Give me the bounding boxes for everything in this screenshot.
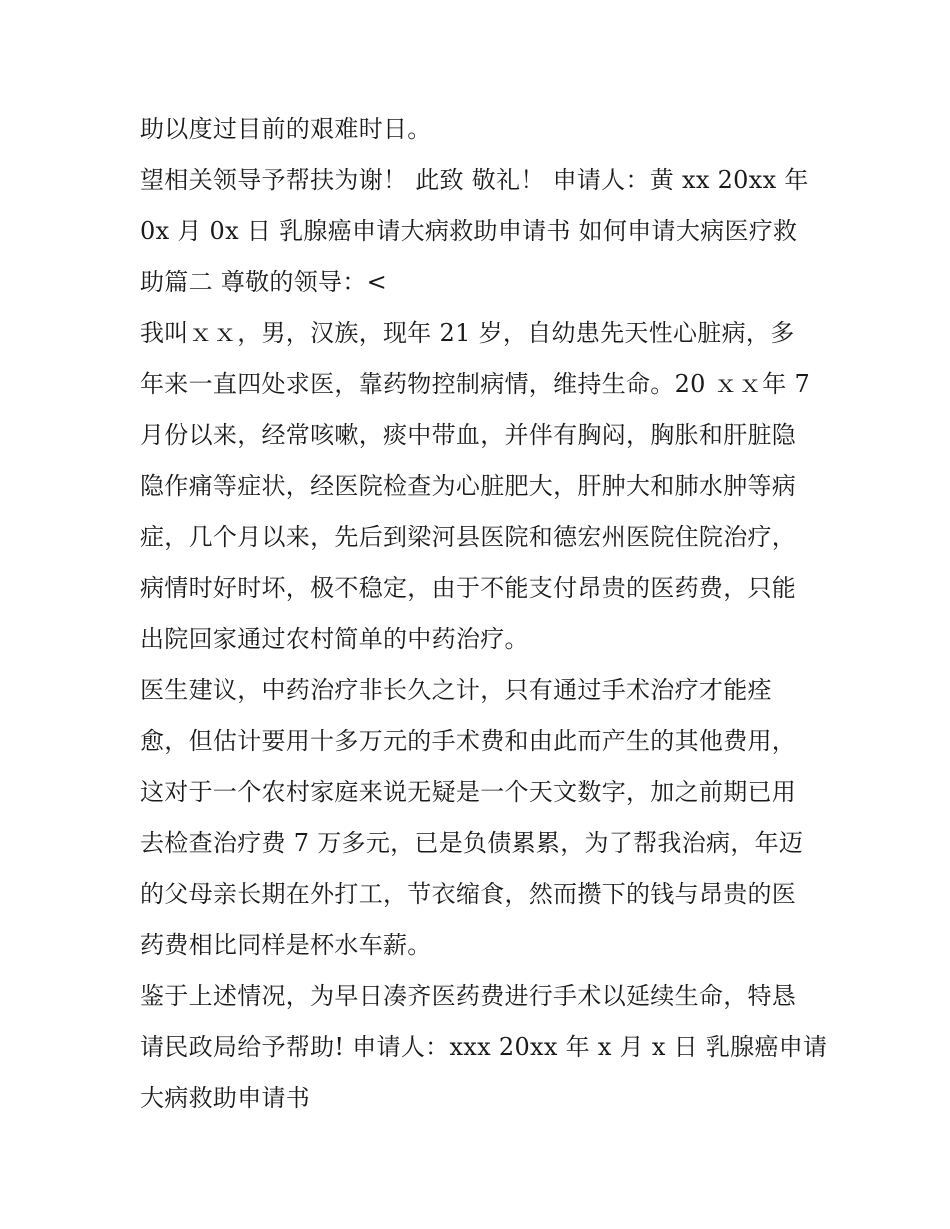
text-line: 愈，但估计要用十多万元的手术费和由此而产生的其他费用， <box>140 727 797 755</box>
text-line: 医生建议，中药治疗非长久之计，只有通过手术治疗才能痊 <box>140 676 772 704</box>
text-line: 症，几个月以来，先后到梁河县医院和德宏州医院住院治疗， <box>140 523 797 551</box>
text-line: 药费相比同样是杯水车薪。 <box>140 931 432 959</box>
text-line: 去检查治疗费 7 万多元，已是负债累累，为了帮我治病，年迈 <box>140 829 804 857</box>
text-line: 望相关领导予帮扶为谢！ 此致 敬礼！ 申请人：黄 xx 20xx 年 <box>140 166 809 194</box>
text-line: 出院回家通过农村简单的中药治疗。 <box>140 625 529 653</box>
text-line: 病情时好时坏，极不稳定，由于不能支付昂贵的医药费，只能 <box>140 574 797 602</box>
text-line: 的父母亲长期在外打工，节衣缩食，然而攒下的钱与昂贵的医 <box>140 880 797 908</box>
document-body <box>140 104 830 1124</box>
text-line: 大病救助申请书 <box>140 1084 311 1112</box>
text-line: 助篇二 尊敬的领导：< <box>140 268 388 296</box>
text-line: 鉴于上述情况，为早日凑齐医药费进行手术以延续生命，特恳 <box>140 982 797 1010</box>
text-line: 0x 月 0x 日 乳腺癌申请大病救助申请书 如何申请大病医疗救 <box>140 217 798 245</box>
text-line: 月份以来，经常咳嗽，痰中带血，并伴有胸闷，胸胀和肝脏隐 <box>140 421 797 449</box>
text-line: 助以度过目前的艰难时日。 <box>140 115 432 143</box>
text-line: 我叫ｘｘ，男，汉族，现年 21 岁，自幼患先天性心脏病，多 <box>140 319 795 347</box>
text-line: 隐作痛等症状，经医院检查为心脏肥大，肝肿大和肺水肿等病 <box>140 472 797 500</box>
text-line: 这对于一个农村家庭来说无疑是一个天文数字，加之前期已用 <box>140 778 797 806</box>
text-line: 年来一直四处求医，靠药物控制病情，维持生命。20 ｘｘ年 7 <box>140 370 811 398</box>
text-line: 请民政局给予帮助! 申请人：xxx 20xx 年 x 月 x 日 乳腺癌申请 <box>140 1033 828 1061</box>
